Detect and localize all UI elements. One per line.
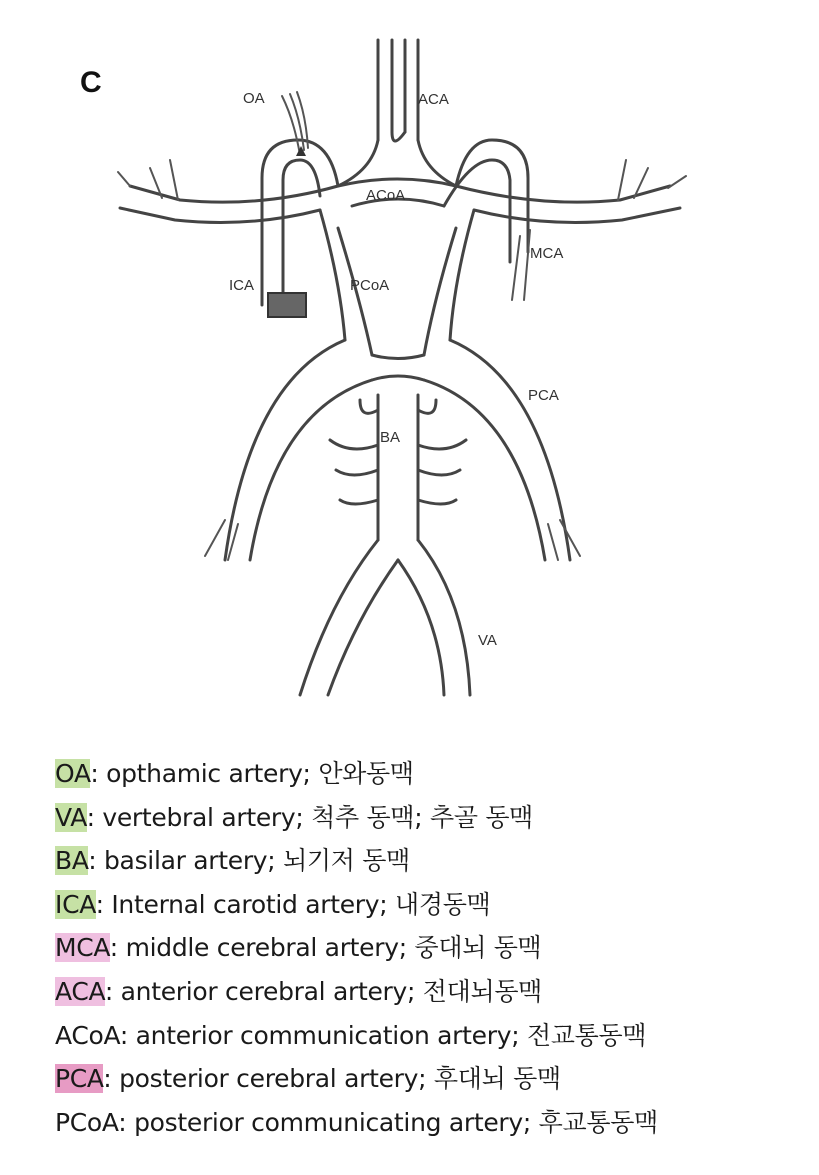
legend-abbr: PCoA [55,1107,119,1137]
legend-desc: : posterior cerebral artery; 후대뇌 동맥 [103,1064,561,1094]
legend-desc: : Internal carotid artery; 내경동맥 [95,889,491,919]
legend-desc: : middle cerebral artery; 중대뇌 동맥 [109,933,542,963]
legend-desc: : vertebral artery; 척추 동맥; 추골 동맥 [86,802,534,832]
legend-item [55,1014,795,1058]
legend-item [55,970,795,1014]
legend-abbr: BA [55,846,89,876]
legend-abbr: OA [55,759,91,788]
label-ica: ICA [229,277,255,294]
legend-item [55,839,795,883]
label-pcoa: PCoA [350,277,390,294]
label-oa: OA [243,90,265,107]
anterior-cerebral-artery [338,40,456,186]
legend-abbr: PCA [55,1064,104,1094]
legend-desc: : anterior cerebral artery; 전대뇌동맥 [104,976,543,1006]
legend-item [55,796,795,840]
vertebral-arteries [300,540,470,695]
legend-abbr: VA [55,802,87,832]
basilar-artery [330,395,466,540]
legend-desc: : posterior communicating artery; 후교통동맥 [118,1107,658,1137]
ica-clip [268,293,306,317]
label-aca: ACA [418,91,449,108]
legend-desc: : anterior communication artery; 전교통동맥 [119,1020,647,1050]
panel-label: C [80,66,102,99]
legend-abbr: MCA [55,933,110,963]
legend-abbr: ICA [55,889,96,919]
posterior-communicating-arteries [320,210,474,355]
label-va: VA [478,632,497,649]
label-ba: BA [380,429,401,446]
right-middle-cerebral-artery [456,160,686,222]
legend-desc: : basilar artery; 뇌기저 동맥 [88,846,410,876]
label-mca: MCA [530,245,564,262]
label-pca: PCA [528,387,559,404]
posterior-cerebral-arteries [205,340,580,560]
legend-abbr: ACA [55,976,105,1006]
label-acoa: ACoA [366,187,406,204]
legend-item [55,1101,795,1145]
legend-desc: : opthamic artery; 안와동맥 [90,759,414,788]
legend-abbr: ACoA [55,1020,120,1050]
abbreviation-legend [55,752,795,1144]
legend-item [55,883,795,927]
legend-item [55,926,795,970]
legend-item [55,752,795,796]
ophthalmic-artery [282,92,308,156]
legend-item [55,1057,795,1101]
left-middle-cerebral-artery [118,160,338,222]
